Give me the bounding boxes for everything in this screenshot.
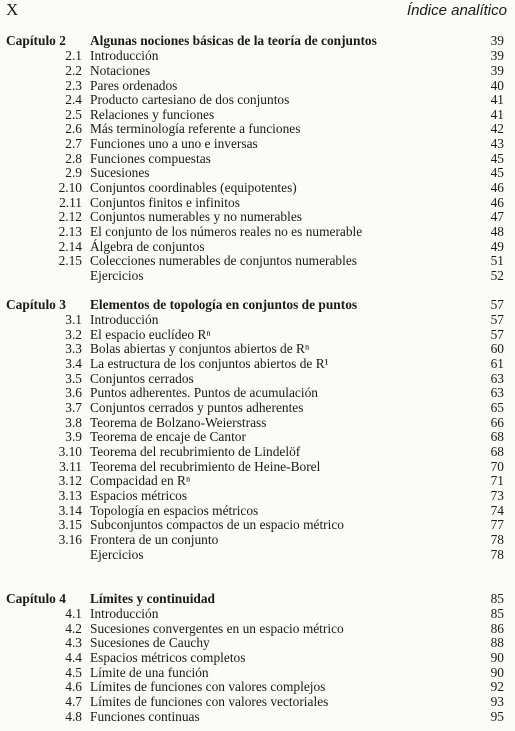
section-page: 63	[490, 385, 504, 401]
toc-entry[interactable]	[0, 679, 515, 694]
section-page: 90	[490, 664, 504, 680]
section-title: Conjuntos cerrados	[90, 370, 194, 386]
chapter-label: Capítulo 2	[6, 33, 66, 48]
section-title: Funciones uno a uno e inversas	[90, 136, 258, 152]
section-title: Producto cartesiano de dos conjuntos	[90, 92, 290, 108]
section-title: Espacios métricos	[90, 487, 188, 503]
toc-entry[interactable]	[0, 694, 515, 709]
section-number: 3.3	[65, 341, 82, 357]
section-page: 48	[490, 224, 504, 239]
section-number: 4.6	[65, 679, 82, 695]
toc-entry[interactable]	[0, 268, 515, 283]
toc-entry[interactable]	[0, 341, 515, 356]
chapter-label: Capítulo 4	[6, 591, 66, 606]
section-page: 47	[490, 209, 504, 225]
toc-entry[interactable]	[0, 63, 515, 78]
section-number: 2.2	[65, 62, 82, 78]
section-page: 93	[490, 694, 504, 709]
section-page: 78	[490, 546, 504, 562]
toc-entry[interactable]	[0, 547, 515, 562]
section-title: Álgebra de conjuntos	[90, 238, 205, 254]
toc-entry[interactable]	[0, 224, 515, 239]
toc-entry[interactable]	[0, 503, 515, 518]
toc-entry[interactable]	[0, 415, 515, 430]
section-number: 3.2	[65, 326, 82, 342]
section-title: Introducción	[90, 606, 159, 622]
section-page: 88	[490, 635, 504, 651]
toc-entry[interactable]	[0, 532, 515, 547]
section-title: Topología en espacios métricos	[90, 502, 259, 518]
section-title: Funciones compuestas	[90, 150, 211, 166]
section-number: 4.7	[65, 694, 82, 709]
toc-entry[interactable]	[0, 356, 515, 371]
section-title: Ejercicios	[90, 546, 144, 562]
section-title: Teorema de Bolzano-Weierstrass	[90, 414, 267, 430]
section-page: 77	[490, 517, 504, 533]
section-number: 3.9	[65, 429, 82, 445]
section-page: 65	[490, 400, 504, 415]
section-number: 2.5	[65, 106, 82, 122]
section-title: Introducción	[90, 312, 159, 328]
section-title: Bolas abiertas y conjuntos abiertos de Rⁿ	[90, 341, 310, 357]
toc-entry[interactable]	[0, 621, 515, 636]
section-page: 57	[490, 326, 504, 342]
section-page: 68	[490, 444, 504, 459]
chapter-heading[interactable]	[0, 591, 515, 606]
section-page: 46	[490, 194, 504, 210]
section-title: Frontera de un conjunto	[90, 531, 219, 547]
section-page: 41	[490, 92, 504, 108]
running-title: Índice analítico	[406, 2, 507, 19]
section-number: 4.4	[65, 650, 82, 666]
toc-entry[interactable]	[0, 488, 515, 503]
section-number: 2.15	[58, 253, 82, 269]
section-title: Conjuntos cerrados y puntos adherentes	[90, 400, 304, 415]
page-header	[0, 0, 515, 22]
section-number: 3.13	[58, 487, 82, 503]
toc-entry[interactable]	[0, 48, 515, 63]
section-page: 63	[490, 370, 504, 386]
section-number: 3.16	[58, 531, 82, 547]
toc-entry[interactable]	[0, 121, 515, 136]
section-title: Teorema de encaje de Cantor	[90, 429, 246, 445]
section-number: 3.12	[58, 473, 82, 489]
toc-entry[interactable]	[0, 136, 515, 151]
toc-entry[interactable]	[0, 312, 515, 327]
section-title: Subconjuntos compactos de un espacio métrico	[90, 517, 344, 533]
section-number: 3.10	[58, 444, 82, 459]
section-title: Límite de una función	[90, 664, 209, 680]
section-page: 68	[490, 429, 504, 445]
section-number: 2.8	[65, 150, 82, 166]
section-title: Relaciones y funciones	[90, 106, 215, 122]
section-page: 60	[490, 341, 504, 357]
toc-entry[interactable]	[0, 517, 515, 532]
section-number: 2.1	[65, 48, 82, 64]
section-page: 71	[490, 473, 504, 489]
section-page: 40	[490, 77, 504, 93]
page-number: X	[6, 0, 19, 19]
section-page: 95	[490, 708, 504, 724]
section-page: 86	[490, 620, 504, 636]
section-title: Más terminología referente a funciones	[90, 121, 301, 137]
section-page: 52	[490, 267, 504, 283]
section-title: Ejercicios	[90, 267, 144, 283]
section-number: 2.14	[58, 238, 82, 254]
section-title: La estructura de los conjuntos abiertos de R¹	[90, 356, 329, 372]
section-page: 51	[490, 253, 504, 269]
section-number: 2.6	[65, 121, 82, 137]
section-number: 2.3	[65, 77, 82, 93]
chapter-page: 85	[490, 591, 504, 606]
section-title: Límites de funciones con valores vectoriales	[90, 694, 329, 709]
section-number: 3.1	[65, 312, 82, 328]
toc-entry[interactable]	[0, 650, 515, 665]
section-number: 3.8	[65, 414, 82, 430]
section-title: Compacidad en Rⁿ	[90, 473, 191, 489]
toc-entry[interactable]	[0, 92, 515, 107]
section-number: 4.3	[65, 635, 82, 651]
section-page: 39	[490, 62, 504, 78]
section-page: 43	[490, 136, 504, 152]
chapter-heading[interactable]	[0, 297, 515, 312]
section-title: Notaciones	[90, 62, 151, 78]
toc-entry[interactable]	[0, 709, 515, 724]
section-number: 2.10	[58, 180, 82, 195]
chapter-label: Capítulo 3	[6, 297, 66, 312]
section-page: 45	[490, 165, 504, 181]
toc-entry[interactable]	[0, 385, 515, 400]
section-title: Teorema del recubrimiento de Lindelöf	[90, 444, 301, 459]
section-title: Sucesiones de Cauchy	[90, 635, 210, 651]
section-number: 2.7	[65, 136, 82, 152]
section-title: Funciones continuas	[90, 708, 200, 724]
section-page: 39	[490, 48, 504, 64]
chapter-title: Algunas nociones básicas de la teoría de conjuntos	[90, 33, 377, 48]
toc-entry[interactable]	[0, 151, 515, 166]
toc-entry[interactable]	[0, 78, 515, 93]
section-title: Conjuntos coordinables (equipotentes)	[90, 180, 297, 195]
chapter-page: 57	[490, 297, 504, 312]
section-number: 4.1	[65, 606, 82, 622]
toc-entry[interactable]	[0, 239, 515, 254]
toc-entry[interactable]	[0, 400, 515, 415]
section-page: 57	[490, 312, 504, 328]
toc-entry[interactable]	[0, 444, 515, 459]
section-number: 3.4	[65, 356, 82, 372]
chapter-heading[interactable]	[0, 33, 515, 48]
section-page: 74	[490, 502, 504, 518]
section-page: 70	[490, 458, 504, 474]
toc-entry[interactable]	[0, 195, 515, 210]
section-number: 2.9	[65, 165, 82, 181]
toc-entry[interactable]	[0, 371, 515, 386]
section-number: 3.6	[65, 385, 82, 401]
toc-entry[interactable]	[0, 429, 515, 444]
section-number: 2.12	[58, 209, 82, 225]
toc-entry[interactable]	[0, 180, 515, 195]
section-page: 41	[490, 106, 504, 122]
section-title: Introducción	[90, 48, 159, 64]
section-page: 61	[490, 356, 504, 372]
section-number: 2.4	[65, 92, 82, 108]
toc-entry[interactable]	[0, 473, 515, 488]
section-title: Teorema del recubrimiento de Heine-Borel	[90, 458, 321, 474]
section-title: Sucesiones convergentes en un espacio métrico	[90, 620, 344, 636]
section-title: Sucesiones	[90, 165, 150, 181]
toc-entry[interactable]	[0, 606, 515, 621]
toc-entry[interactable]	[0, 665, 515, 680]
section-number: 2.13	[58, 224, 82, 239]
section-title: Colecciones numerables de conjuntos numerables	[90, 253, 357, 269]
section-title: Pares ordenados	[90, 77, 178, 93]
section-number: 2.11	[59, 194, 82, 210]
section-number: 4.8	[65, 708, 82, 724]
section-number: 3.11	[59, 458, 82, 474]
toc-entry[interactable]	[0, 253, 515, 268]
section-title: Puntos adherentes. Puntos de acumulación	[90, 385, 318, 401]
section-title: Conjuntos finitos e infinitos	[90, 194, 240, 210]
toc-entry[interactable]	[0, 327, 515, 342]
section-page: 90	[490, 650, 504, 666]
toc-entry[interactable]	[0, 107, 515, 122]
chapter-title: Elementos de topología en conjuntos de puntos	[90, 297, 358, 312]
section-page: 66	[490, 414, 504, 430]
section-title: El conjunto de los números reales no es numerable	[90, 224, 363, 239]
section-page: 78	[490, 531, 504, 547]
toc-entry[interactable]	[0, 635, 515, 650]
section-number: 4.5	[65, 664, 82, 680]
section-page: 85	[490, 606, 504, 622]
section-title: Conjuntos numerables y no numerables	[90, 209, 302, 225]
section-title: Espacios métricos completos	[90, 650, 246, 666]
section-number: 3.5	[65, 370, 82, 386]
toc-entry[interactable]	[0, 459, 515, 474]
section-number: 4.2	[65, 620, 82, 636]
section-title: El espacio euclídeo Rⁿ	[90, 326, 211, 342]
chapter-page: 39	[490, 33, 504, 48]
section-page: 73	[490, 487, 504, 503]
section-page: 92	[490, 679, 504, 695]
chapter-title: Límites y continuidad	[90, 591, 216, 606]
section-number: 3.7	[65, 400, 82, 415]
section-page: 49	[490, 238, 504, 254]
section-title: Límites de funciones con valores complejos	[90, 679, 326, 695]
section-number: 3.14	[58, 502, 82, 518]
section-page: 42	[490, 121, 504, 137]
toc-entry[interactable]	[0, 165, 515, 180]
section-page: 46	[490, 180, 504, 195]
section-number: 3.15	[58, 517, 82, 533]
section-page: 45	[490, 150, 504, 166]
toc-entry[interactable]	[0, 209, 515, 224]
